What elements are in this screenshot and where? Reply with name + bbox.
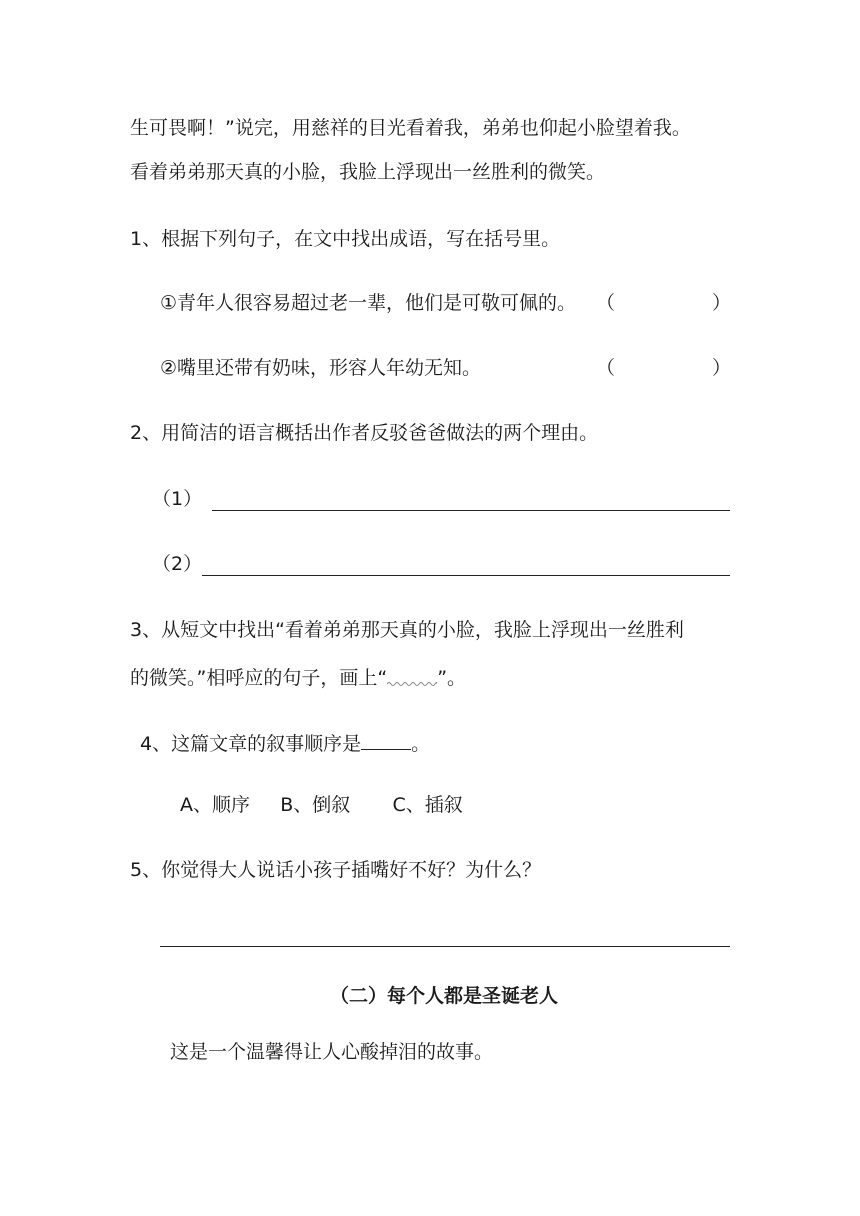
question-1-item-1: ①青年人很容易超过老一辈，他们是可敬可佩的。 xyxy=(160,292,577,314)
question-2-label-2: （2） xyxy=(152,553,203,575)
question-1-prompt: 1、根据下列句子，在文中找出成语，写在括号里。 xyxy=(130,228,561,250)
passage-line-1: 生可畏啊！”说完，用慈祥的目光看着我，弟弟也仰起小脸望着我。 xyxy=(130,117,691,139)
item-1-close-paren: ） xyxy=(712,292,732,314)
question-4-prompt xyxy=(140,729,430,756)
item-2-answer-blank[interactable] xyxy=(618,356,716,380)
question-2-answer-line-2[interactable] xyxy=(202,575,730,576)
question-2-label-1: （1） xyxy=(152,488,203,510)
question-3-line-2-start: 的微笑。”相呼应的句子，画上“ xyxy=(130,667,388,689)
question-2-answer-line-1[interactable] xyxy=(212,510,730,511)
section-2-first-line: 这是一个温馨得让人心酸掉泪的故事。 xyxy=(170,1041,494,1063)
passage-line-2: 看着弟弟那天真的小脸，我脸上浮现出一丝胜利的微笑。 xyxy=(130,161,606,183)
question-4-options: A、顺序 B、倒叙 C、插叙 xyxy=(180,794,463,816)
question-4-prompt-text: 4、这篇文章的叙事顺序是 xyxy=(140,733,362,755)
question-4-answer-blank[interactable] xyxy=(361,729,411,750)
question-3-line-1: 3、从短文中找出“看着弟弟那天真的小脸，我脸上浮现出一丝胜利 xyxy=(130,619,684,641)
question-5-prompt: 5、你觉得大人说话小孩子插嘴好不好？为什么？ xyxy=(130,859,542,881)
item-2-close-paren: ） xyxy=(712,357,732,379)
question-3-line-2 xyxy=(130,662,466,690)
section-2-title: （二）每个人都是圣诞老人 xyxy=(330,985,559,1007)
wavy-underline-mark xyxy=(387,662,437,684)
item-1-open-paren: （ xyxy=(596,292,616,314)
item-2-open-paren: （ xyxy=(596,357,616,379)
item-1-answer-blank[interactable] xyxy=(618,291,716,315)
question-3-line-2-end: ”。 xyxy=(437,667,467,689)
question-4-prompt-end: 。 xyxy=(411,733,431,755)
question-5-answer-line[interactable] xyxy=(160,946,730,947)
question-1-item-2: ②嘴里还带有奶味，形容人年幼无知。 xyxy=(160,357,482,379)
question-2-prompt: 2、用简洁的语言概括出作者反驳爸爸做法的两个理由。 xyxy=(130,422,599,444)
